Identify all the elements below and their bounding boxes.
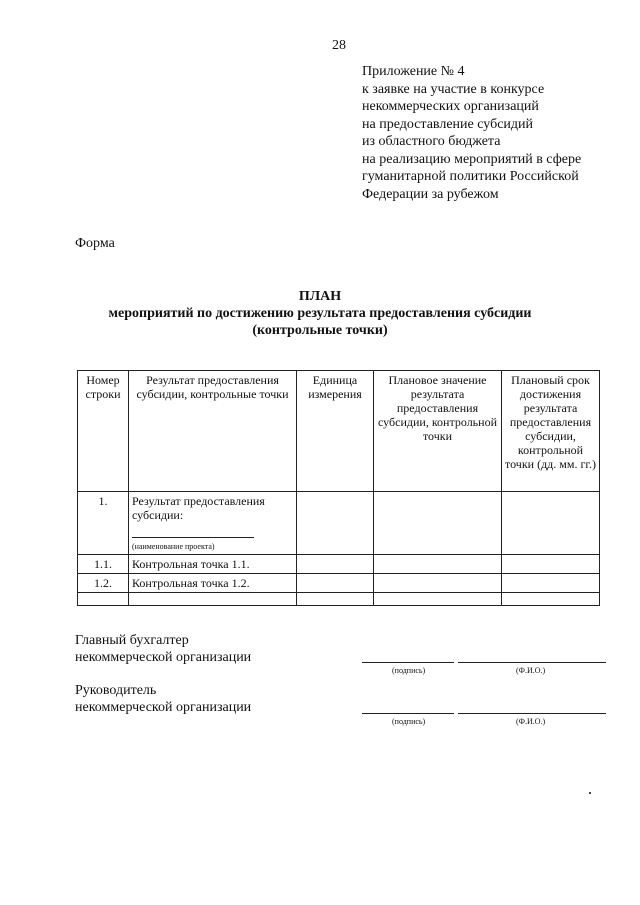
appendix-line: Федерации за рубежом: [362, 186, 499, 202]
signatory-org: некоммерческой организации: [75, 700, 252, 715]
signatory-title: Руководитель: [75, 683, 157, 698]
header-cell: Результат предоставления субсидии, контрольные точки: [129, 371, 297, 492]
table-cell: [502, 593, 600, 606]
form-label: Форма: [75, 236, 115, 251]
title-line: (контрольные точки): [252, 323, 388, 338]
table-row: [78, 574, 600, 593]
signature-line: [362, 713, 454, 714]
appendix-line: Приложение № 4: [362, 64, 465, 79]
appendix-line: к заявке на участие в конкурсе: [362, 81, 545, 97]
appendix-line: из областного бюджета: [362, 134, 501, 149]
signatory-org: некоммерческой организации: [75, 650, 252, 665]
name-line: [458, 662, 606, 663]
name-caption: (Ф.И.О.): [516, 717, 546, 726]
project-name-blank: [132, 523, 254, 538]
row-number: 1.2.: [78, 574, 129, 593]
header-cell: Номер строки: [78, 371, 129, 492]
row-result: [129, 492, 297, 555]
header-cell: Плановый срок достижения результата предоставления субсидии, контрольной точки (дд. мм. гг.): [502, 371, 600, 492]
chief-accountant-label: [75, 632, 251, 666]
page-number: 28: [332, 38, 346, 53]
result-label: Результат предоставления субсидии:: [132, 494, 265, 522]
table-cell: [502, 555, 600, 574]
table-cell: [374, 492, 502, 555]
signature-line: [362, 662, 454, 663]
name-line: [458, 713, 606, 714]
head-label: [75, 682, 251, 716]
appendix-line: на предоставление субсидий: [362, 116, 534, 132]
row-number: 1.: [78, 492, 129, 555]
table-cell: [502, 492, 600, 555]
plan-table: [77, 370, 600, 606]
header-cell: Плановое значение результата предоставления субсидии, контрольной точки: [374, 371, 502, 492]
appendix-line: некоммерческих организаций: [362, 99, 539, 114]
signature-caption: (подпись): [392, 666, 426, 675]
name-caption: (Ф.И.О.): [516, 666, 546, 675]
table-row: [78, 593, 600, 606]
table-cell: [374, 574, 502, 593]
table-cell: [129, 593, 297, 606]
table-cell: [297, 593, 374, 606]
appendix-header: [362, 63, 581, 203]
row-result: Контрольная точка 1.1.: [129, 555, 297, 574]
header-cell: Единица измерения: [297, 371, 374, 492]
table-header-row: [78, 371, 600, 492]
row-number: 1.1.: [78, 555, 129, 574]
title-line: ПЛАН: [298, 289, 342, 304]
row-result: Контрольная точка 1.2.: [129, 574, 297, 593]
table-cell: [374, 593, 502, 606]
table-cell: [297, 492, 374, 555]
table-cell: [297, 555, 374, 574]
appendix-line: на реализацию мероприятий в сфере: [362, 151, 582, 167]
title-line: мероприятий по достижению результата предоставления субсидии: [108, 306, 532, 321]
table-row: [78, 555, 600, 574]
document-title: [0, 288, 640, 339]
signatory-title: Главный бухгалтер: [75, 633, 189, 648]
project-name-caption: (наименование проекта): [132, 542, 215, 551]
signature-caption: (подпись): [392, 717, 426, 726]
scan-speck: [589, 792, 591, 794]
table-cell: [502, 574, 600, 593]
table-cell: [297, 574, 374, 593]
appendix-line: гуманитарной политики Российской: [362, 169, 579, 184]
table-cell: [374, 555, 502, 574]
table-cell: [78, 593, 129, 606]
table-row: [78, 492, 600, 555]
